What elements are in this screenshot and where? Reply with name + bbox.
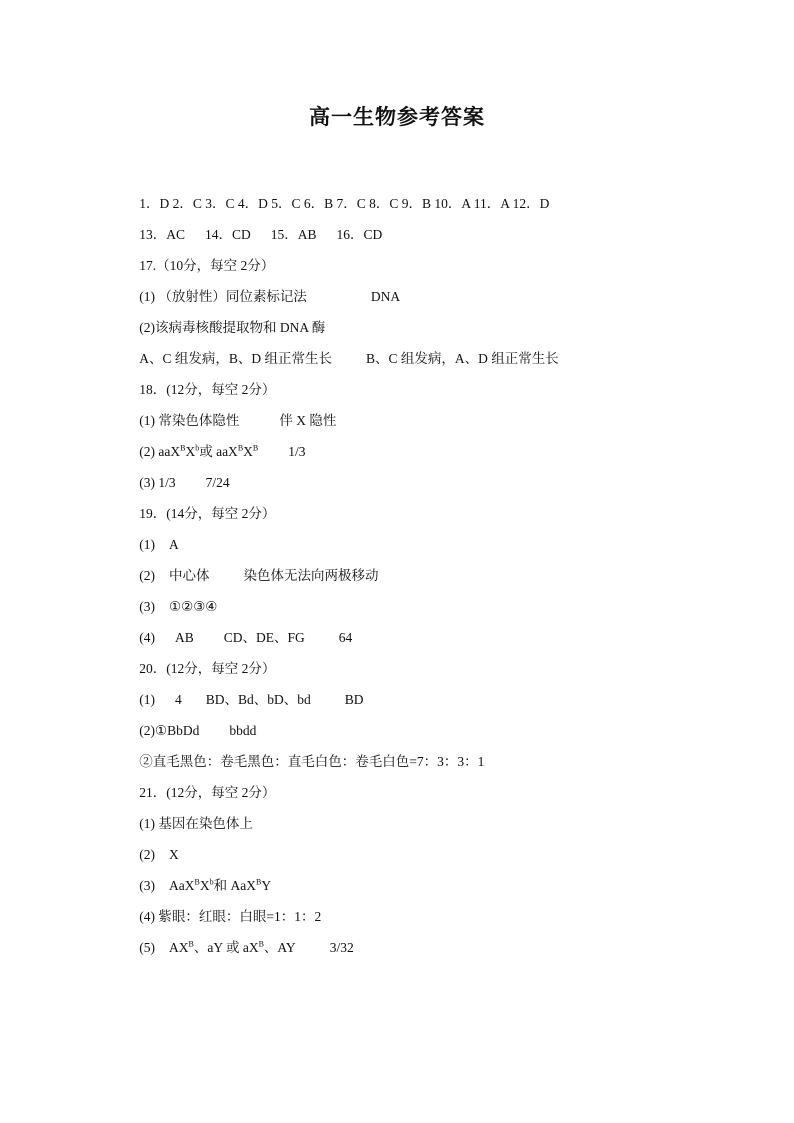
answer-text: (2): [139, 568, 155, 583]
answer-text: 16．CD: [336, 227, 383, 242]
question-heading: 19．(14分，每空 2分）: [139, 506, 276, 521]
answer-text: (1) 基因在染色体上: [139, 816, 253, 831]
answer-text: A、C 组发病，B、D 组正常生长: [139, 351, 333, 366]
superscript: B: [258, 939, 264, 949]
superscript: B: [180, 443, 186, 453]
answer-text: 4: [175, 692, 182, 707]
answer-text: 3/32: [329, 940, 354, 955]
superscript: B: [255, 877, 262, 887]
answer-text: AX: [169, 940, 189, 955]
answer-text: Y: [261, 878, 272, 893]
question-heading: 21．(12分，每空 2分）: [139, 785, 276, 800]
answer-line-mc-1-12: [119, 174, 759, 211]
superscript: B: [188, 939, 194, 949]
page-title: 高一生物参考答案: [309, 105, 485, 129]
superscript: B: [194, 877, 200, 887]
answer-text: 7/24: [205, 475, 230, 490]
answer-text: 14．CD: [205, 227, 251, 242]
answer-text: (4): [139, 630, 155, 645]
answer-text: AaX: [169, 878, 195, 893]
answer-text: AB: [175, 630, 194, 645]
question-heading: 18．(12分，每空 2分）: [139, 382, 276, 397]
answer-text: (2) aaX: [139, 444, 181, 459]
answer-lines: [119, 174, 759, 955]
answer-text: (5): [139, 940, 155, 955]
answer-text: X: [185, 444, 196, 459]
question-heading: 20．(12分，每空 2分）: [139, 661, 276, 676]
answer-text: ②直毛黑色：卷毛黑色：直毛白色：卷毛白色=7：3：3：1: [139, 754, 485, 769]
superscript: B: [252, 443, 259, 453]
answer-text: BD、Bd、bD、bd: [205, 692, 311, 707]
superscript: b: [209, 877, 214, 887]
superscript: B: [237, 443, 244, 453]
answer-text: 1．D 2．C 3．C 4．D 5．C 6．B 7．C 8．C 9．B 10．A 11．A 12．D: [139, 196, 550, 211]
answer-text: (2)①BbDd: [139, 723, 200, 738]
answer-text: (1): [139, 692, 155, 707]
answer-text: 、aY 或 aX: [193, 940, 259, 955]
answer-text: (4) 紫眼：红眼：白眼=1：1：2: [139, 909, 322, 924]
answer-text: 中心体: [169, 568, 210, 583]
answer-line-19-2: [119, 546, 759, 583]
answer-text: 1/3: [288, 444, 306, 459]
answer-text: 64: [338, 630, 353, 645]
answer-text: 染色体无法向两极移动: [243, 568, 379, 583]
answer-text: X: [169, 847, 179, 862]
answer-text: X: [243, 444, 253, 459]
answer-text: 伴 X 隐性: [279, 413, 337, 428]
answer-text: bbdd: [229, 723, 257, 738]
answer-text: (3): [139, 599, 155, 614]
answer-text: X: [199, 878, 210, 893]
answer-text: CD、DE、FG: [223, 630, 305, 645]
superscript: b: [195, 443, 200, 453]
answer-text: (3) 1/3: [139, 475, 176, 490]
answer-text: B、C 组发病，A、D 组正常生长: [366, 351, 559, 366]
question-heading: 17.（10分，每空 2分）: [139, 258, 275, 273]
answer-text: 15．AB: [270, 227, 317, 242]
answer-text: (2): [139, 847, 155, 862]
answer-text: BD: [344, 692, 364, 707]
answer-text: (1) 常染色体隐性: [139, 413, 240, 428]
answer-text: (2)该病毒核酸提取物和 DNA 酶: [139, 320, 326, 335]
answer-text: (1) （放射性）同位素标记法: [139, 289, 307, 304]
answer-text: 13．AC: [139, 227, 186, 242]
answer-text: (1): [139, 537, 155, 552]
answer-text: 或 aaX: [199, 444, 238, 459]
answer-text: (3): [139, 878, 155, 893]
answer-line-21-3: [119, 856, 759, 893]
answer-text: ①②③④: [169, 599, 218, 614]
answer-text: 、AY: [263, 940, 296, 955]
answer-text: A: [169, 537, 179, 552]
answer-text: DNA: [370, 289, 401, 304]
answer-text: 和 AaX: [213, 878, 256, 893]
